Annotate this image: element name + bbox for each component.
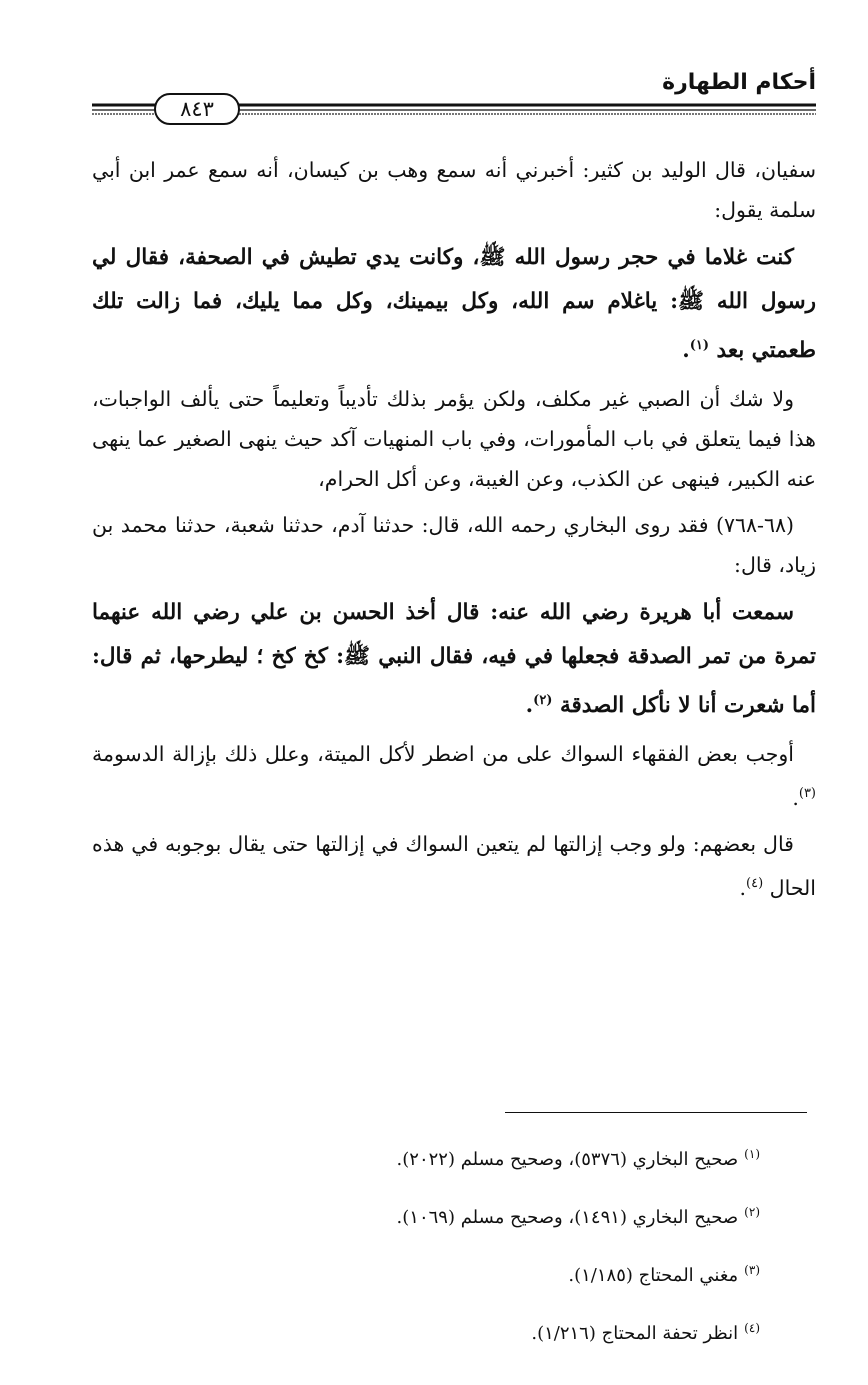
footnote (140, 1186, 760, 1244)
page-number: ٨٤٣ (154, 93, 240, 125)
footnote-reference: (٤) (746, 876, 764, 892)
footnote-number: (٣) (744, 1263, 760, 1277)
running-header-title: أحكام الطهارة (662, 70, 816, 95)
footnote (140, 1128, 760, 1186)
footnote-text: انظر تحفة المحتاج (١/٢١٦). (531, 1323, 739, 1344)
footnote (140, 1244, 760, 1302)
footnote-separator (505, 1112, 807, 1113)
footnote-number: (٢) (744, 1205, 760, 1219)
paragraph-text: أوجب بعض الفقهاء السواك على من اضطر لأكل الميتة، وعلل ذلك بإزالة الدسومة (92, 742, 794, 767)
paragraph (92, 505, 816, 585)
paragraph-text: كنت غلاما في حجر رسول الله ﷺ، وكانت يدي تطيش في الصحفة، فقال لي رسول الله ﷺ: ياغلام سم الله، وكل بيمينك، وكل مما يليك، فما زالت تلك طعمتي بعد (92, 245, 816, 364)
paragraph: أوجب بعض الفقهاء السواك على من اضطر لأكل الميتة، وعلل ذلك بإزالة الدسومة $^{(٣)}$. (92, 742, 816, 811)
footnote-reference: (١) (689, 338, 710, 353)
footnote (140, 1302, 760, 1360)
paragraph (92, 379, 816, 499)
paragraph-text: سفيان، قال الوليد بن كثير: أخبرني أنه سمع وهب بن كيسان، أنه سمع عمر ابن أبي سلمة يقول: (92, 158, 816, 222)
footnote-reference: (٢) (533, 693, 553, 709)
paragraph-text: سمعت أبا هريرة رضي الله عنه: قال أخذ الحسن بن علي رضي الله عنهما تمرة من تمر الصدقة فجعلها في فيه، فقال النبي ﷺ: كخ كخ ؛ ليطرحها، ثم قال: أما شعرت أنا لا نأكل الصدقة (92, 600, 816, 719)
footnote-reference: (٣) (798, 786, 816, 802)
paragraph-text: قال بعضهم: ولو وجب إزالتها لم يتعين السواك في إزالتها حتى يقال بوجوبه في هذه الحال (92, 832, 816, 900)
footnote-text: صحيح البخاري (١٤٩١)، وصحيح مسلم (١٠٦٩). (396, 1207, 739, 1228)
footnote-number: (١) (744, 1147, 760, 1161)
main-text (92, 150, 816, 908)
paragraph-text: (٦٨-٧٦٨) فقد روى البخاري رحمه الله، قال: حدثنا آدم، حدثنا شعبة، حدثنا محمد بن زياد، قال: (92, 513, 816, 578)
hadith-text: كنت غلاما في حجر رسول الله ﷺ، وكانت يدي تطيش في الصحفة، فقال لي رسول الله ﷺ: ياغلام سم الله، وكل بيمينك، وكل مما يليك، فما زالت تلك طعمتي بعد $^{(١)}$. (92, 245, 816, 364)
footnote-text: صحيح البخاري (٥٣٧٦)، وصحيح مسلم (٢٠٢٢). (396, 1149, 739, 1170)
paragraph (92, 150, 816, 230)
paragraph-text: ولا شك أن الصبي غير مكلف، ولكن يؤمر بذلك تأديباً وتعليماً حتى يألف الواجبات، هذا فيما يتعلق في باب المأمورات، وفي باب المنهيات آكد حيث ينهى الصغير عما ينهى عنه الكبير، فينهى عن الكذب، وعن الغيبة، وعن أكل الحرام، (92, 387, 816, 492)
footnotes (140, 1128, 760, 1360)
hadith-text: سمعت أبا هريرة رضي الله عنه: قال أخذ الحسن بن علي رضي الله عنهما تمرة من تمر الصدقة فجعلها في فيه، فقال النبي ﷺ: كخ كخ ؛ ليطرحها، ثم قال: أما شعرت أنا لا نأكل الصدقة $^{(٢)}$. (92, 600, 816, 719)
paragraph: قال بعضهم: ولو وجب إزالتها لم يتعين السواك في إزالتها حتى يقال بوجوبه في هذه الحال $^{(٤)}$. (92, 832, 816, 900)
footnote-text: مغني المحتاج (١/١٨٥). (568, 1265, 739, 1286)
footnote-number: (٤) (744, 1321, 760, 1335)
